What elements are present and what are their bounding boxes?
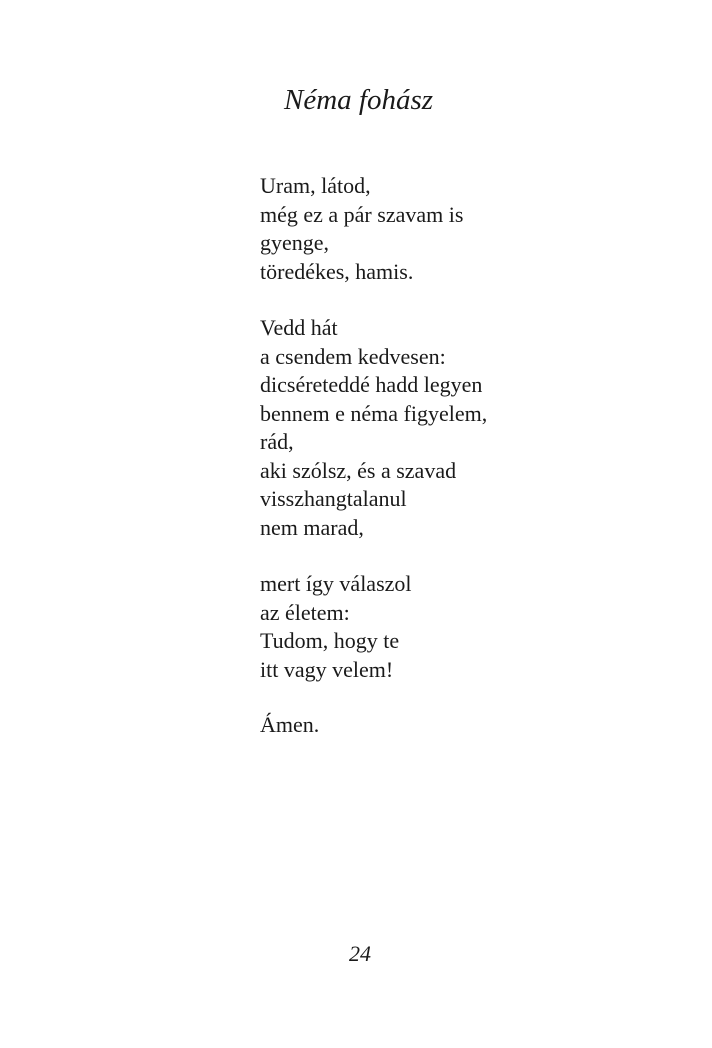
poem-line: még ez a pár szavam is (260, 201, 464, 227)
stanza-2 (260, 314, 660, 542)
poem-line: nem marad, (260, 514, 364, 540)
stanza-1 (260, 172, 660, 286)
poem-line: rád, (260, 429, 294, 454)
page-number: 24 (349, 941, 371, 966)
stanza-3 (260, 570, 660, 684)
poem-line: aki szólsz, és a szavad (260, 457, 457, 483)
poem-line: mert így válaszol (260, 571, 412, 596)
poem-line: az életem: (260, 599, 350, 625)
poem-line: Ámen. (260, 712, 320, 737)
poem-line: gyenge, (260, 230, 330, 255)
stanza-closing (260, 711, 660, 740)
poem-line: Vedd hát (260, 315, 338, 340)
poem-line: bennem e néma figyelem, (260, 400, 488, 426)
poem-title: Néma fohász (284, 84, 434, 116)
poem-line: a csendem kedvesen: (260, 343, 446, 369)
poem-body (260, 172, 660, 740)
poem-line: itt vagy velem! (260, 656, 394, 682)
poem-line: Tudom, hogy te (260, 628, 400, 653)
poem-line: Uram, látod, (260, 173, 371, 198)
poem-line: visszhangtalanul (260, 486, 407, 511)
poem-line: dicséreteddé hadd legyen (260, 372, 483, 397)
poem-line: töredékes, hamis. (260, 258, 414, 284)
